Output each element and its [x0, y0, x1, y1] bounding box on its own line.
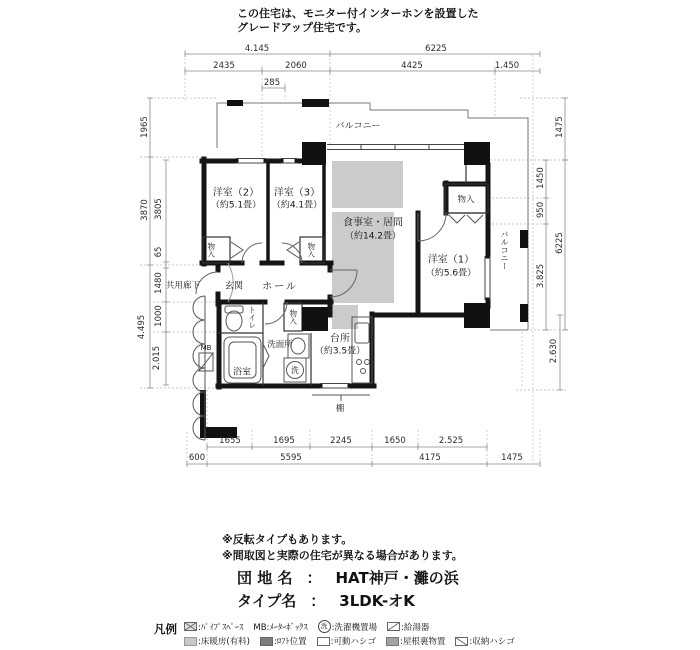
estate-label: 団 地 名 [237, 569, 293, 587]
room-label-kitchen: 台所 [330, 333, 350, 345]
estate-colon: ： [306, 569, 322, 587]
room-label-shelf: 棚 [335, 404, 345, 414]
dim-top-2435: 2435 [213, 61, 235, 71]
legend-item-floor-heating [184, 635, 250, 647]
legend-item-washing-machine [318, 620, 377, 633]
dim-left-3870: 3870 [140, 199, 150, 221]
dim-bottom-1475: 1475 [501, 453, 523, 463]
legend-row-2 [184, 635, 515, 647]
dim-top-4425: 4425 [401, 61, 423, 71]
header-line1: この住宅は、モニター付インターホンを設置した [237, 7, 479, 20]
room-label-closet1: 物入 [457, 195, 475, 205]
dim-bottom-1655: 1655 [219, 436, 241, 446]
dim-bottom-4175: 4175 [419, 453, 441, 463]
room-label-corridor: 共用廊下 [165, 281, 201, 291]
washer-char: 洗 [291, 365, 299, 375]
legend-item-movable-ladder [317, 635, 376, 647]
room-label-entrance: 玄関 [224, 281, 244, 292]
room-label-closet-hall: 物入 [288, 309, 298, 325]
dim-right-6225: 6225 [555, 232, 565, 254]
legend-item-loft [260, 635, 307, 647]
dim-right-1475: 1475 [555, 116, 565, 138]
washing-machine-symbol [286, 361, 304, 379]
legend-label-meter-box: MB:ﾒｰﾀｰﾎﾞｯｸｽ [253, 622, 308, 633]
type-label: タイプ名 [237, 592, 297, 610]
legend-label-washing-machine: :洗濯機置場 [331, 622, 378, 633]
room-label-washroom: 洗面所 [267, 340, 293, 350]
room-label-balcony-right: バルコニー [500, 230, 509, 270]
legend-item-attic-storage [386, 635, 445, 647]
type-name-row [237, 590, 415, 611]
legend-wash-char: 洗 [320, 622, 328, 631]
room-size-bed1: （約5.6畳） [425, 268, 477, 279]
type-value: 3LDK-オK [339, 592, 415, 610]
loft-icon [260, 637, 273, 646]
dim-top-285: 285 [263, 78, 281, 88]
legend-item-pipe-space [184, 621, 243, 633]
type-colon: ： [310, 592, 326, 610]
estate-value: HAT神戸・灘の浜 [335, 569, 459, 587]
dim-bottom-5595: 5595 [280, 453, 302, 463]
room-size-bed2: （約5.1畳） [210, 200, 262, 211]
estate-name-row [237, 567, 459, 588]
storage-ladder-icon [455, 637, 468, 646]
room-size-living: （約14.2畳） [344, 231, 402, 242]
room-label-hall: ホール [262, 281, 298, 293]
note-1: ※反転タイプもあります。 [222, 533, 353, 546]
dim-right-1450: 1450 [536, 167, 546, 189]
legend-label-pipe-space: :ﾊﾟｲﾌﾟｽﾍﾟｰｽ [198, 622, 244, 633]
room-label-bed2: 洋室（2） [212, 187, 260, 199]
legend-label-storage-ladder: :収納ハシゴ [469, 637, 515, 647]
room-label-living: 食事室・居間 [343, 217, 403, 229]
dim-left-3805: 3805 [154, 198, 164, 220]
dim-left-1000: 1000 [154, 305, 164, 327]
dim-right-950: 950 [536, 201, 546, 219]
room-label-bath: 浴室 [232, 367, 252, 378]
room-size-kitchen: （約3.5畳） [314, 346, 366, 357]
dim-left-1965: 1965 [140, 116, 150, 138]
room-label-toilet: トイレ [247, 305, 257, 329]
dim-bottom-1695: 1695 [273, 436, 295, 446]
dim-top-4145: 4.145 [244, 44, 270, 54]
dim-top-1450: 1.450 [494, 61, 520, 71]
movable-ladder-icon [317, 637, 330, 646]
attic-storage-icon [386, 637, 399, 646]
pipe-space-icon [184, 622, 197, 631]
room-label-closet2: 物入 [206, 242, 216, 258]
legend-item-storage-ladder [455, 635, 514, 647]
legend-label-loft: :ﾛﾌﾄ位置 [274, 637, 307, 647]
floor-heating-icon [184, 637, 197, 646]
dim-right-3825: 3.825 [536, 263, 546, 289]
dim-right-2630: 2.630 [549, 338, 559, 364]
legend-label-floor-heating: :床暖房(有料) [198, 637, 250, 647]
dim-left-4495: 4.495 [137, 314, 147, 340]
legend [154, 620, 515, 647]
dim-left-2015: 2.015 [152, 345, 162, 371]
room-label-closet3: 物入 [306, 242, 316, 258]
note-2: ※間取図と実際の住宅が異なる場合があります。 [222, 549, 463, 562]
legend-label-movable-ladder: :可動ハシゴ [330, 637, 376, 647]
water-heater-icon [387, 622, 400, 631]
legend-item-water-heater [387, 621, 429, 633]
dim-bottom-2525: 2.525 [438, 436, 464, 446]
room-label-bed1: 洋室（1） [427, 254, 475, 266]
legend-label-water-heater: :給湯器 [401, 622, 430, 633]
legend-row-1 [184, 620, 515, 633]
dim-left-65: 65 [154, 246, 164, 258]
header-line2: グレードアップ住宅です。 [237, 21, 368, 34]
floor-heating-areas [332, 161, 403, 329]
room-label-bed3: 洋室（3） [273, 187, 321, 199]
dim-top-2060: 2060 [285, 61, 307, 71]
dim-left-1480: 1480 [154, 272, 164, 294]
room-label-mb: MB [200, 344, 212, 352]
dim-bottom-600: 600 [188, 453, 206, 463]
legend-item-meter-box [253, 621, 307, 633]
dim-bottom-2245: 2245 [330, 436, 352, 446]
room-label-balcony-top: バルコニー [335, 121, 381, 132]
dim-bottom-1650: 1650 [384, 436, 406, 446]
legend-label-attic-storage: :屋根裏物置 [400, 637, 446, 647]
washing-machine-icon [318, 620, 331, 633]
legend-title: 凡例 [154, 622, 177, 636]
room-size-bed3: （約4.1畳） [271, 200, 323, 211]
dim-top-6225: 6225 [425, 44, 447, 54]
